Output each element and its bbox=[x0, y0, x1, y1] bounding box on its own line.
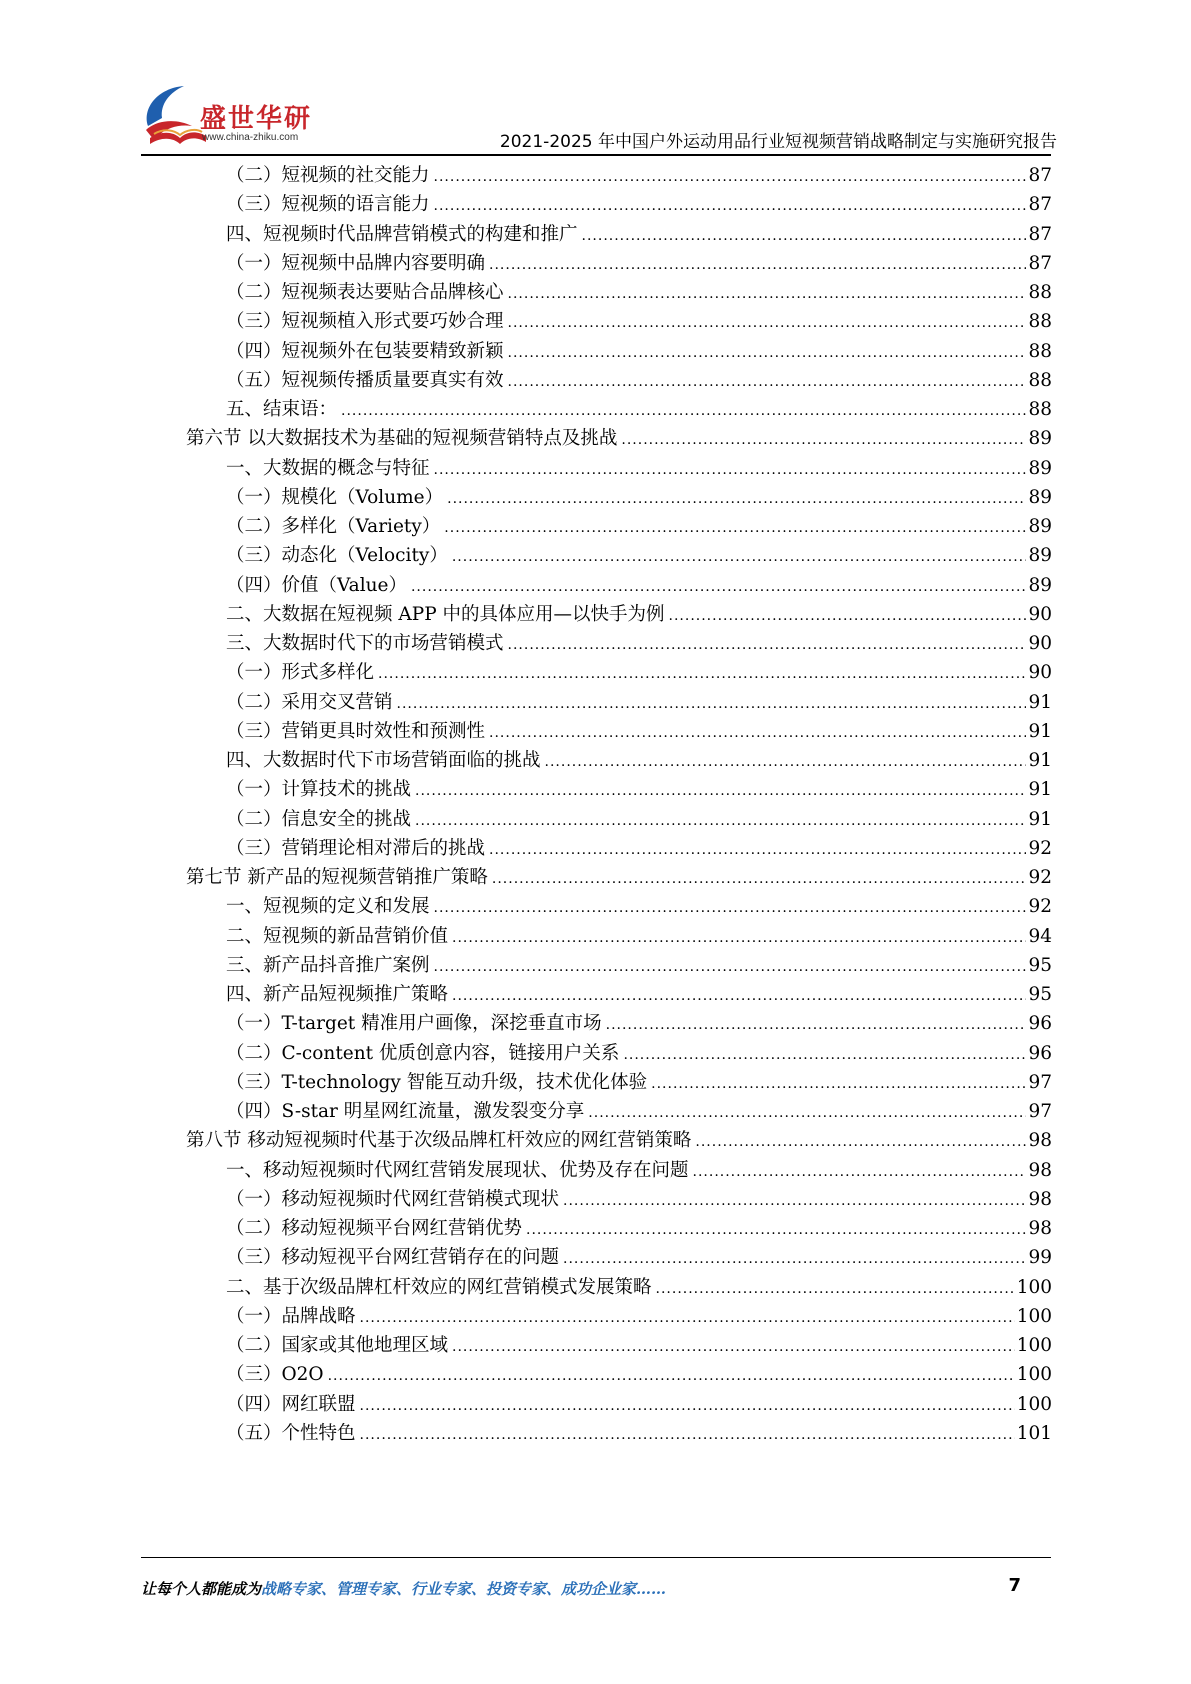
toc-entry[interactable] bbox=[226, 745, 1052, 776]
toc-entry-page: 89 bbox=[1028, 516, 1052, 537]
toc-entry-title: （四）S-star 明星网红流量，激发裂变分享 bbox=[226, 1101, 585, 1122]
toc-entry-page: 88 bbox=[1028, 399, 1052, 420]
toc-entry-page: 100 bbox=[1016, 1393, 1052, 1415]
toc-entry-title: （三）O2O bbox=[226, 1364, 324, 1386]
toc-entry[interactable] bbox=[226, 394, 1052, 425]
toc-entry-title: （三）短视频的语言能力 bbox=[226, 194, 430, 216]
toc-entry[interactable] bbox=[226, 774, 1052, 805]
toc-entry[interactable] bbox=[226, 511, 1052, 542]
toc-entry-page: 96 bbox=[1028, 1042, 1052, 1064]
toc-entry-title: 二、大数据在短视频 APP 中的具体应用—以快手为例 bbox=[226, 603, 665, 625]
toc-entry[interactable] bbox=[226, 1242, 1052, 1273]
toc-entry-page: 100 bbox=[1016, 1335, 1052, 1356]
toc-entry-title: （二）C-content 优质创意内容，链接用户关系 bbox=[226, 1042, 620, 1064]
toc-entry-page: 100 bbox=[1016, 1276, 1052, 1298]
footer-slogan bbox=[141, 1578, 666, 1599]
toc-entry[interactable] bbox=[226, 1359, 1052, 1390]
toc-entry-title: （五）短视频传播质量要真实有效 bbox=[226, 369, 504, 391]
page-header bbox=[0, 0, 1191, 160]
toc-entry-title: （五）个性特色 bbox=[226, 1422, 356, 1444]
toc-entry-title: （三）T-technology 智能互动升级，技术优化体验 bbox=[226, 1071, 648, 1093]
toc-entry-page: 92 bbox=[1028, 867, 1052, 888]
toc-entry-page: 87 bbox=[1028, 165, 1052, 186]
toc-entry-page: 100 bbox=[1016, 1305, 1052, 1327]
toc-entry-page: 87 bbox=[1028, 252, 1052, 274]
toc-entry-page: 95 bbox=[1028, 954, 1052, 976]
toc-entry-title: 三、新产品抖音推广案例 bbox=[226, 954, 430, 976]
toc-entry-page: 92 bbox=[1028, 896, 1052, 918]
toc-entry-page: 97 bbox=[1028, 1071, 1052, 1093]
toc-entry-title: （二）短视频的社交能力 bbox=[226, 165, 430, 186]
toc-entry-page: 91 bbox=[1028, 779, 1052, 801]
toc-entry-title: （二）短视频表达要贴合品牌核心 bbox=[226, 282, 504, 303]
toc-entry-title: （一）形式多样化 bbox=[226, 662, 375, 684]
toc-entry-page: 100 bbox=[1016, 1364, 1052, 1386]
toc-entry-page: 98 bbox=[1028, 1159, 1052, 1181]
toc-entry-page: 90 bbox=[1028, 662, 1052, 684]
toc-entry-page: 89 bbox=[1028, 457, 1052, 479]
toc-entry-page: 88 bbox=[1028, 311, 1052, 333]
toc-entry[interactable] bbox=[226, 921, 1052, 952]
toc-entry[interactable] bbox=[226, 1330, 1052, 1361]
toc-entry[interactable] bbox=[226, 1067, 1052, 1098]
toc-entry-page: 88 bbox=[1028, 282, 1052, 303]
toc-entry[interactable] bbox=[226, 189, 1052, 220]
page-number: 7 bbox=[1008, 1575, 1021, 1596]
header-divider bbox=[141, 154, 1051, 156]
toc-entry[interactable] bbox=[226, 1418, 1052, 1449]
toc-entry[interactable] bbox=[226, 453, 1052, 484]
toc-entry[interactable] bbox=[226, 306, 1052, 337]
footer-slogan-highlight: 战略专家、管理专家、行业专家、投资专家、成功企业家…… bbox=[261, 1580, 667, 1598]
toc-entry[interactable] bbox=[226, 1272, 1052, 1303]
document-title: 2021-2025 年中国户外运动用品行业短视频营销战略制定与实施研究报告 bbox=[499, 132, 1057, 152]
toc-entry[interactable] bbox=[226, 365, 1052, 396]
toc-entry-page: 89 bbox=[1028, 428, 1052, 450]
toc-entry[interactable] bbox=[226, 657, 1052, 688]
toc-entry-title: 三、大数据时代下的市场营销模式 bbox=[226, 633, 504, 654]
toc-entry[interactable] bbox=[226, 716, 1052, 747]
toc-entry[interactable] bbox=[226, 1038, 1052, 1069]
toc-entry-title: （一）T-target 精准用户画像，深挖垂直市场 bbox=[226, 1013, 602, 1035]
toc-entry-title: 一、短视频的定义和发展 bbox=[226, 896, 430, 918]
toc-entry-page: 88 bbox=[1028, 369, 1052, 391]
footer-divider bbox=[141, 1557, 1051, 1558]
toc-entry-page: 97 bbox=[1028, 1101, 1052, 1122]
toc-entry[interactable] bbox=[226, 1301, 1052, 1332]
toc-entry[interactable] bbox=[226, 833, 1052, 864]
toc-entry-page: 98 bbox=[1028, 1130, 1052, 1152]
toc-entry-title: （四）网红联盟 bbox=[226, 1393, 356, 1415]
toc-entry[interactable] bbox=[226, 160, 1052, 191]
toc-entry-page: 87 bbox=[1028, 223, 1052, 245]
toc-entry-page: 95 bbox=[1028, 984, 1052, 1005]
toc-entry[interactable] bbox=[226, 482, 1052, 513]
toc-entry-page: 96 bbox=[1028, 1013, 1052, 1035]
toc-entry-page: 87 bbox=[1028, 194, 1052, 216]
toc-entry-title: 第六节 以大数据技术为基础的短视频营销特点及挑战 bbox=[186, 428, 618, 450]
toc-entry-page: 91 bbox=[1028, 808, 1052, 830]
toc-entry[interactable] bbox=[226, 1184, 1052, 1215]
toc-entry[interactable] bbox=[226, 336, 1052, 367]
toc-entry-page: 89 bbox=[1028, 545, 1052, 567]
toc-entry-page: 92 bbox=[1028, 837, 1052, 859]
toc-entry[interactable] bbox=[186, 862, 1052, 893]
toc-entry-page: 90 bbox=[1028, 603, 1052, 625]
toc-leader-dots bbox=[360, 1420, 1015, 1451]
toc-entry[interactable] bbox=[226, 599, 1052, 630]
toc-entry-title: 四、大数据时代下市场营销面临的挑战 bbox=[226, 750, 541, 771]
toc-entry-page: 89 bbox=[1028, 574, 1052, 596]
toc-entry[interactable] bbox=[226, 1096, 1052, 1127]
toc-entry-title: 五、结束语： bbox=[226, 399, 338, 420]
toc-entry-page: 98 bbox=[1028, 1188, 1052, 1210]
toc-entry[interactable] bbox=[226, 1389, 1052, 1420]
toc-entry-title: （一）规模化（Volume） bbox=[226, 486, 444, 508]
toc-entry[interactable] bbox=[226, 1155, 1052, 1186]
toc-entry-title: 二、短视频的新品营销价值 bbox=[226, 925, 449, 947]
toc-entry-page: 99 bbox=[1028, 1247, 1052, 1269]
toc-entry-title: 四、短视频时代品牌营销模式的构建和推广 bbox=[226, 223, 578, 245]
toc-entry[interactable] bbox=[226, 979, 1052, 1010]
toc-entry-title: 一、移动短视频时代网红营销发展现状、优势及存在问题 bbox=[226, 1159, 689, 1181]
toc-entry-title: （四）短视频外在包装要精致新颖 bbox=[226, 340, 504, 362]
footer-slogan-prefix: 让每个人都能成为 bbox=[141, 1580, 262, 1598]
logo-url: www.china-zhiku.com bbox=[202, 132, 299, 143]
toc-entry-title: 二、基于次级品牌杠杆效应的网红营销模式发展策略 bbox=[226, 1276, 652, 1298]
toc-entry-title: （二）多样化（Variety） bbox=[226, 516, 441, 537]
toc-entry[interactable] bbox=[226, 687, 1052, 718]
toc-entry-page: 91 bbox=[1028, 691, 1052, 713]
toc-entry-title: （二）移动短视频平台网红营销优势 bbox=[226, 1218, 523, 1239]
toc-entry-title: （一）品牌战略 bbox=[226, 1305, 356, 1327]
toc-entry[interactable] bbox=[226, 219, 1052, 250]
toc-entry-title: （三）营销理论相对滞后的挑战 bbox=[226, 837, 486, 859]
toc-entry[interactable] bbox=[226, 628, 1052, 659]
toc-entry-title: 第七节 新产品的短视频营销推广策略 bbox=[186, 867, 488, 888]
toc-entry[interactable] bbox=[186, 423, 1052, 454]
company-logo bbox=[140, 82, 320, 156]
toc-entry-title: （三）短视频植入形式要巧妙合理 bbox=[226, 311, 504, 333]
toc-entry[interactable] bbox=[226, 950, 1052, 981]
toc-entry-page: 91 bbox=[1028, 750, 1052, 771]
toc-entry[interactable] bbox=[226, 540, 1052, 571]
toc-entry[interactable] bbox=[226, 1213, 1052, 1244]
toc-entry[interactable] bbox=[186, 1125, 1052, 1156]
toc-entry[interactable] bbox=[226, 1008, 1052, 1039]
toc-entry[interactable] bbox=[226, 891, 1052, 922]
toc-entry-title: 四、新产品短视频推广策略 bbox=[226, 984, 449, 1005]
toc-entry-title: （一）计算技术的挑战 bbox=[226, 779, 412, 801]
toc-entry[interactable] bbox=[226, 277, 1052, 308]
toc-entry-title: （一）移动短视频时代网红营销模式现状 bbox=[226, 1188, 560, 1210]
toc-entry-page: 101 bbox=[1016, 1422, 1052, 1444]
toc-entry-page: 91 bbox=[1028, 720, 1052, 742]
toc-entry-title: （二）信息安全的挑战 bbox=[226, 808, 412, 830]
toc-entry-page: 88 bbox=[1028, 340, 1052, 362]
toc-entry-page: 94 bbox=[1028, 925, 1052, 947]
logo-text: 盛世华研 bbox=[200, 104, 313, 134]
toc-entry-page: 89 bbox=[1028, 486, 1052, 508]
toc-entry-title: （三）动态化（Velocity） bbox=[226, 545, 448, 567]
toc-entry[interactable] bbox=[226, 570, 1052, 601]
toc-entry-title: （一）短视频中品牌内容要明确 bbox=[226, 252, 486, 274]
toc-entry-title: 第八节 移动短视频时代基于次级品牌杠杆效应的网红营销策略 bbox=[186, 1130, 692, 1152]
toc-entry-title: 一、大数据的概念与特征 bbox=[226, 457, 430, 479]
toc-entry-title: （二）国家或其他地理区域 bbox=[226, 1335, 449, 1356]
toc-entry[interactable] bbox=[226, 804, 1052, 835]
toc-entry-title: （四）价值（Value） bbox=[226, 574, 407, 596]
toc-entry-page: 98 bbox=[1028, 1218, 1052, 1239]
toc-entry-title: （三）营销更具时效性和预测性 bbox=[226, 720, 486, 742]
toc-entry-page: 90 bbox=[1028, 633, 1052, 654]
toc-entry-title: （三）移动短视平台网红营销存在的问题 bbox=[226, 1247, 560, 1269]
toc-entry[interactable] bbox=[226, 248, 1052, 279]
toc-entry-title: （二）采用交叉营销 bbox=[226, 691, 393, 713]
